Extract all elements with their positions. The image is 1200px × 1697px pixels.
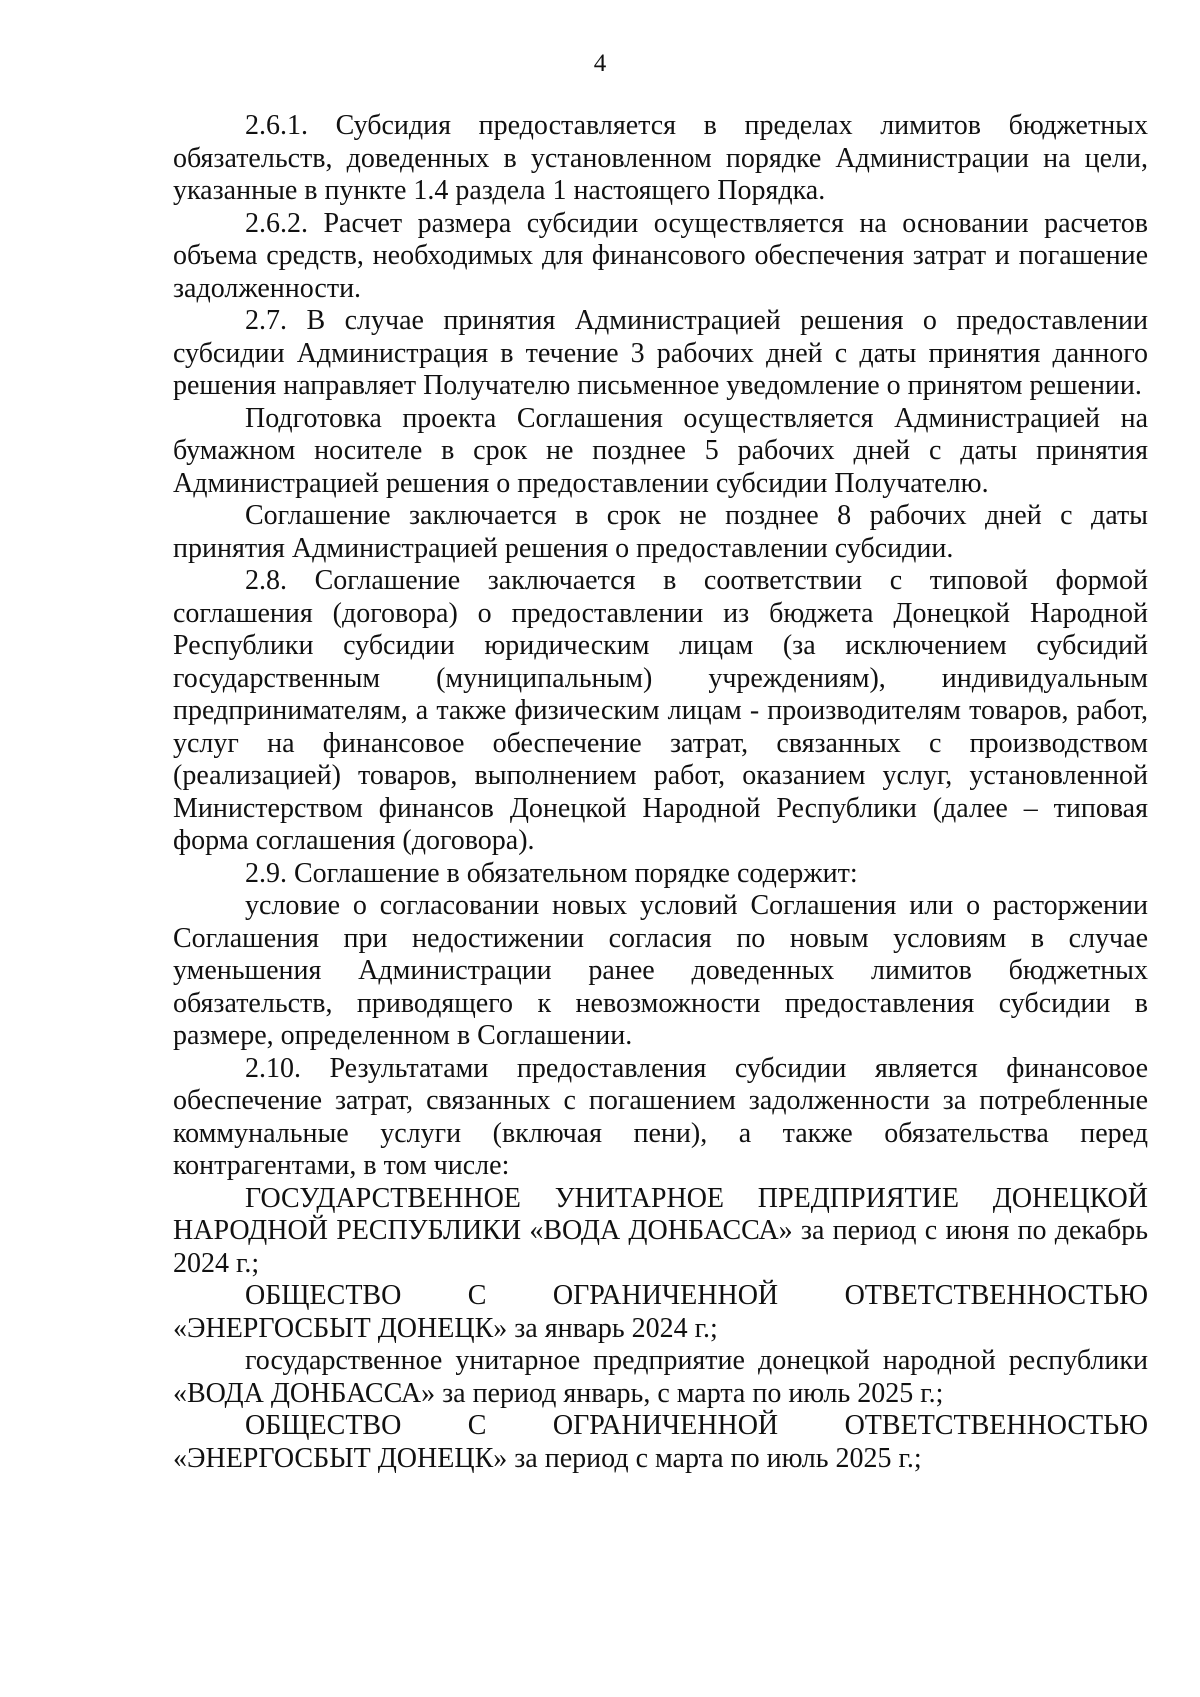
paragraph-2-7: 2.7. В случае принятия Администрацией решения о предоставлении субсидии Администрация в течение 3 рабочих дней с даты принятия данного решения направляет Получателю письменное уведомление о принятом решении. <box>173 305 1148 401</box>
page-number: 4 <box>593 50 607 77</box>
paragraph-contractor-voda-2024: ГОСУДАРСТВЕННОЕ УНИТАРНОЕ ПРЕДПРИЯТИЕ ДОНЕЦКОЙ НАРОДНОЙ РЕСПУБЛИКИ «ВОДА ДОНБАССА» за период с июня по декабрь 2024 г.; <box>173 1182 1148 1279</box>
paragraph-condition: условие о согласовании новых условий Соглашения или о расторжении Соглашения при недостижении согласия по новым условиям в случае уменьшения Администрации ранее доведенных лимитов бюджетных обязательств, приводящего к невозможности предоставления субсидии в размере, определенном в Соглашении. <box>173 890 1148 1051</box>
paragraph-2-8: 2.8. Соглашение заключается в соответствии с типовой формой соглашения (договора) о предоставлении из бюджета Донецкой Народной Республики субсидии юридическим лицам (за исключением субсидий государственным (муниципальным) учреждениям), индивидуальным предпринимателям, а также физическим лицам - производителям товаров, работ, услуг на финансовое обеспечение затрат, связанных с производством (реализацией) товаров, выполнением работ, оказанием услуг, установленной Министерством финансов Донецкой Народной Республики (далее – типовая форма соглашения (договора). <box>173 565 1148 856</box>
document-body <box>173 110 1148 1475</box>
paragraph-2-10: 2.10. Результатами предоставления субсидии является финансовое обеспечение затрат, связанных с погашением задолженности за потребленные коммунальные услуги (включая пени), а также обязательства перед контрагентами, в том числе: <box>173 1052 1148 1181</box>
paragraph-2-6-2: 2.6.2. Расчет размера субсидии осуществляется на основании расчетов объема средств, необходимых для финансового обеспечения затрат и погашение задолженности. <box>173 207 1148 304</box>
paragraph-2-6-1: 2.6.1. Субсидия предоставляется в пределах лимитов бюджетных обязательств, доведенных в установленном порядке Администрации на цели, указанные в пункте 1.4 раздела 1 настоящего Порядка. <box>173 110 1148 206</box>
paragraph-agreement-preparation: Подготовка проекта Соглашения осуществляется Администрацией на бумажном носителе в срок не позднее 5 рабочих дней с даты принятия Администрацией решения о предоставлении субсидии Получателю. <box>173 402 1148 499</box>
paragraph-contractor-voda-2025: государственное унитарное предприятие донецкой народной республики «ВОДА ДОНБАССА» за период январь, с марта по июль 2025 г.; <box>173 1345 1148 1409</box>
paragraph-2-9: 2.9. Соглашение в обязательном порядке содержит: <box>245 857 858 889</box>
paragraph-agreement-conclusion: Соглашение заключается в срок не позднее 8 рабочих дней с даты принятия Администрацией решения о предоставлении субсидии. <box>173 500 1148 564</box>
paragraph-contractor-energosbyt-2025: ОБЩЕСТВО С ОГРАНИЧЕННОЙ ОТВЕТСТВЕННОСТЬЮ «ЭНЕРГОСБЫТ ДОНЕЦК» за период с марта по июль 2025 г.; <box>173 1410 1148 1474</box>
paragraph-contractor-energosbyt-2024: ОБЩЕСТВО С ОГРАНИЧЕННОЙ ОТВЕТСТВЕННОСТЬЮ «ЭНЕРГОСБЫТ ДОНЕЦК» за январь 2024 г.; <box>173 1280 1148 1344</box>
